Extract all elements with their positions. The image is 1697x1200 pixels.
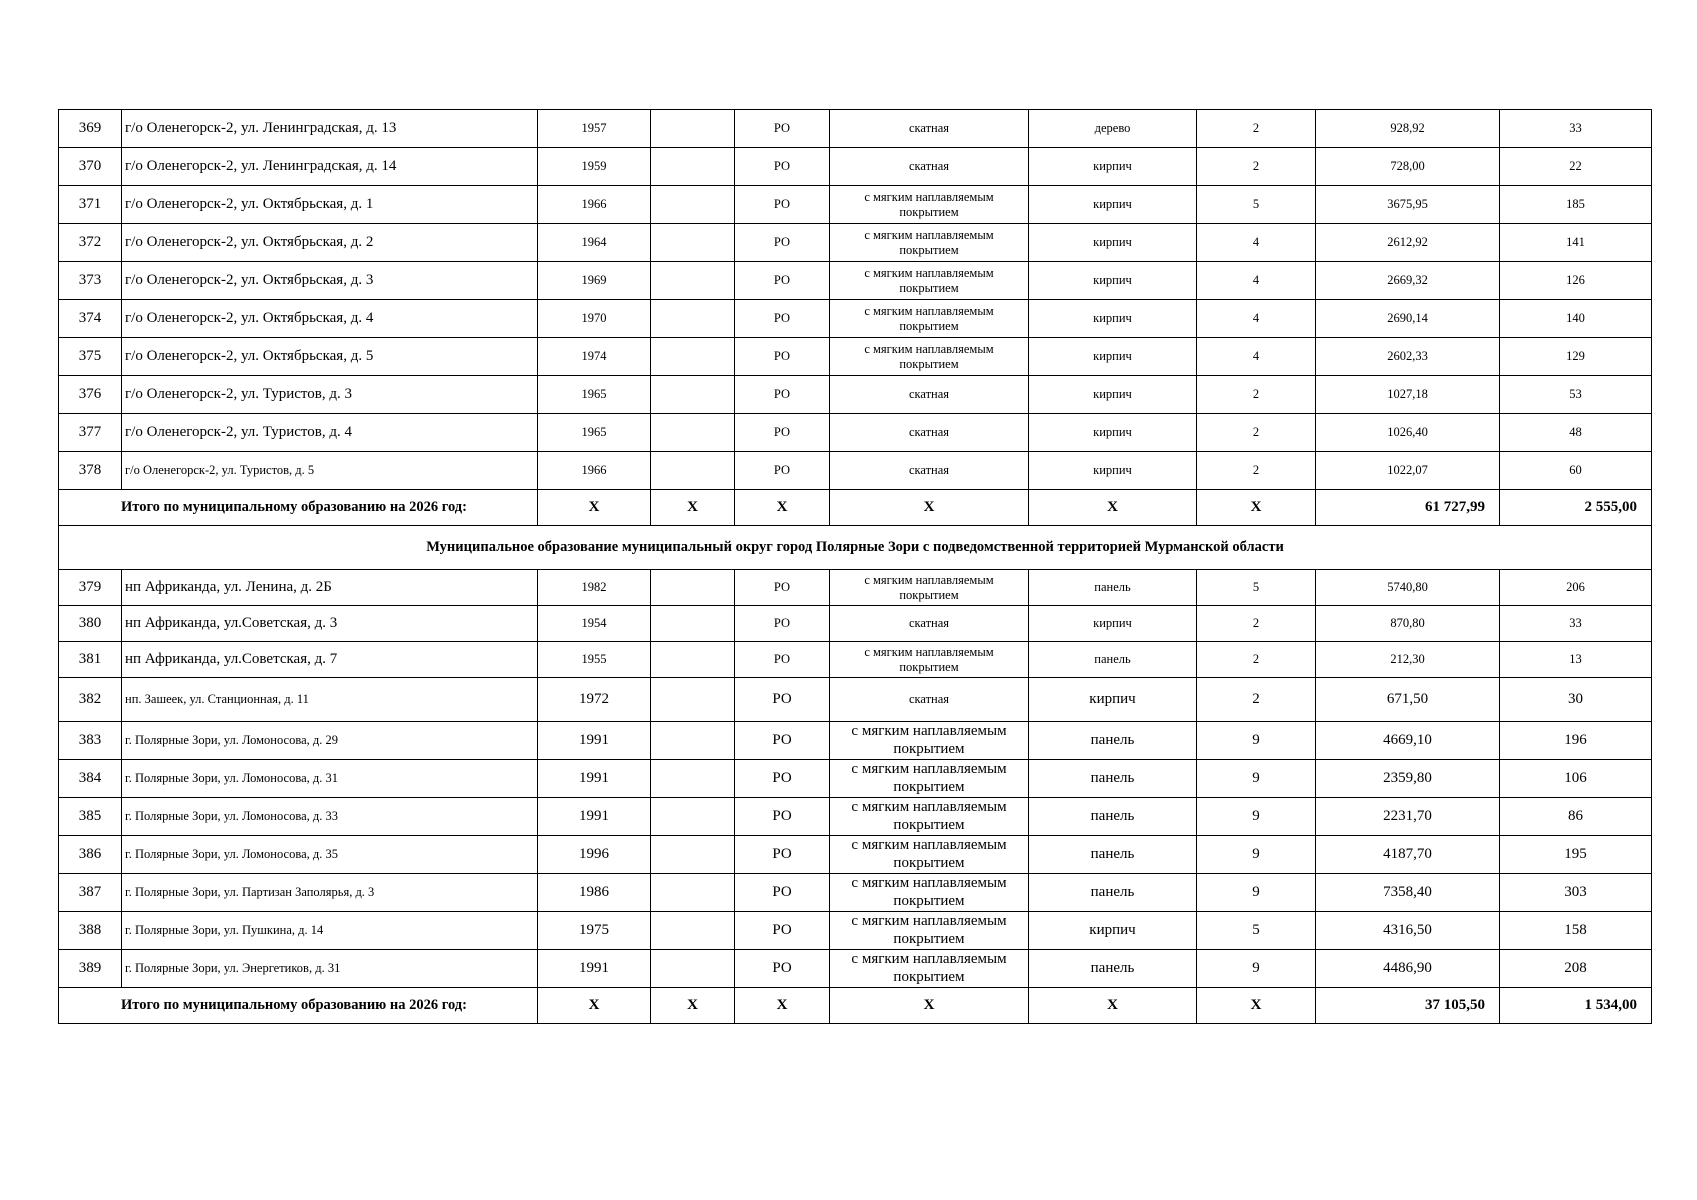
- area-cell: 1026,40: [1316, 414, 1500, 452]
- table-row: [59, 224, 1652, 262]
- roof-type-cell: с мягким наплавляемым покрытием: [830, 570, 1029, 606]
- residents-cell: 303: [1500, 874, 1652, 912]
- year-cell: 1964: [538, 224, 651, 262]
- address-cell: г/о Оленегорск-2, ул. Октябрьская, д. 5: [122, 338, 538, 376]
- total-row: [59, 490, 1652, 526]
- residents-cell: 206: [1500, 570, 1652, 606]
- total-x-cell: X: [651, 490, 735, 526]
- year-cell: 1965: [538, 414, 651, 452]
- floors-cell: 2: [1197, 414, 1316, 452]
- address-cell: г/о Оленегорск-2, ул. Октябрьская, д. 3: [122, 262, 538, 300]
- ownership-cell: РО: [735, 798, 830, 836]
- residents-cell: 158: [1500, 912, 1652, 950]
- total-residents: 1 534,00: [1500, 988, 1652, 1024]
- year-cell: 1969: [538, 262, 651, 300]
- section-title: Муниципальное образование муниципальный округ город Полярные Зори с подведомственной территорией Мурманской области: [59, 526, 1652, 570]
- empty-cell: [651, 338, 735, 376]
- empty-cell: [651, 414, 735, 452]
- total-x-cell: X: [538, 988, 651, 1024]
- address-cell: г/о Оленегорск-2, ул. Туристов, д. 4: [122, 414, 538, 452]
- total-row: [59, 988, 1652, 1024]
- empty-cell: [651, 452, 735, 490]
- floors-cell: 9: [1197, 874, 1316, 912]
- year-cell: 1975: [538, 912, 651, 950]
- residents-cell: 129: [1500, 338, 1652, 376]
- residents-cell: 106: [1500, 760, 1652, 798]
- total-area: 37 105,50: [1316, 988, 1500, 1024]
- total-x-cell: X: [830, 988, 1029, 1024]
- row-number-cell: 373: [59, 262, 122, 300]
- ownership-cell: РО: [735, 110, 830, 148]
- roof-type-cell: скатная: [830, 678, 1029, 722]
- year-cell: 1959: [538, 148, 651, 186]
- row-number-cell: 388: [59, 912, 122, 950]
- address-cell: г/о Оленегорск-2, ул. Октябрьская, д. 4: [122, 300, 538, 338]
- floors-cell: 9: [1197, 950, 1316, 988]
- floors-cell: 2: [1197, 376, 1316, 414]
- ownership-cell: РО: [735, 224, 830, 262]
- total-x-cell: X: [538, 490, 651, 526]
- empty-cell: [651, 376, 735, 414]
- year-cell: 1991: [538, 798, 651, 836]
- ownership-cell: РО: [735, 186, 830, 224]
- roof-type-cell: с мягким наплавляемым покрытием: [830, 950, 1029, 988]
- block2-body: [59, 570, 1652, 988]
- total-x-cell: X: [735, 988, 830, 1024]
- address-cell: г/о Оленегорск-2, ул. Туристов, д. 5: [122, 452, 538, 490]
- address-cell: г. Полярные Зори, ул. Ломоносова, д. 35: [122, 836, 538, 874]
- row-number-cell: 370: [59, 148, 122, 186]
- address-cell: г/о Оленегорск-2, ул. Октябрьская, д. 1: [122, 186, 538, 224]
- roof-type-cell: с мягким наплавляемым покрытием: [830, 300, 1029, 338]
- wall-material-cell: панель: [1029, 642, 1197, 678]
- wall-material-cell: панель: [1029, 836, 1197, 874]
- area-cell: 2359,80: [1316, 760, 1500, 798]
- address-cell: г. Полярные Зори, ул. Пушкина, д. 14: [122, 912, 538, 950]
- wall-material-cell: кирпич: [1029, 414, 1197, 452]
- floors-cell: 2: [1197, 452, 1316, 490]
- residents-cell: 208: [1500, 950, 1652, 988]
- wall-material-cell: кирпич: [1029, 678, 1197, 722]
- year-cell: 1972: [538, 678, 651, 722]
- empty-cell: [651, 300, 735, 338]
- total-residents: 2 555,00: [1500, 490, 1652, 526]
- floors-cell: 5: [1197, 186, 1316, 224]
- empty-cell: [651, 950, 735, 988]
- wall-material-cell: панель: [1029, 722, 1197, 760]
- table-row: [59, 760, 1652, 798]
- area-cell: 728,00: [1316, 148, 1500, 186]
- wall-material-cell: панель: [1029, 950, 1197, 988]
- area-cell: 928,92: [1316, 110, 1500, 148]
- ownership-cell: РО: [735, 300, 830, 338]
- ownership-cell: РО: [735, 642, 830, 678]
- year-cell: 1965: [538, 376, 651, 414]
- row-number-cell: 383: [59, 722, 122, 760]
- floors-cell: 9: [1197, 760, 1316, 798]
- ownership-cell: РО: [735, 722, 830, 760]
- empty-cell: [651, 912, 735, 950]
- wall-material-cell: панель: [1029, 874, 1197, 912]
- ownership-cell: РО: [735, 678, 830, 722]
- area-cell: 4669,10: [1316, 722, 1500, 760]
- table-row: [59, 186, 1652, 224]
- roof-type-cell: скатная: [830, 452, 1029, 490]
- floors-cell: 4: [1197, 300, 1316, 338]
- address-cell: г. Полярные Зори, ул. Партизан Заполярья, д. 3: [122, 874, 538, 912]
- wall-material-cell: кирпич: [1029, 912, 1197, 950]
- ownership-cell: РО: [735, 912, 830, 950]
- floors-cell: 9: [1197, 722, 1316, 760]
- address-cell: г/о Оленегорск-2, ул. Туристов, д. 3: [122, 376, 538, 414]
- area-cell: 2612,92: [1316, 224, 1500, 262]
- area-cell: 4486,90: [1316, 950, 1500, 988]
- total-x-cell: X: [1197, 490, 1316, 526]
- area-cell: 671,50: [1316, 678, 1500, 722]
- empty-cell: [651, 798, 735, 836]
- row-number-cell: 382: [59, 678, 122, 722]
- area-cell: 1027,18: [1316, 376, 1500, 414]
- area-cell: 2669,32: [1316, 262, 1500, 300]
- address-cell: г. Полярные Зори, ул. Ломоносова, д. 29: [122, 722, 538, 760]
- residents-cell: 86: [1500, 798, 1652, 836]
- ownership-cell: РО: [735, 950, 830, 988]
- ownership-cell: РО: [735, 338, 830, 376]
- row-number-cell: 372: [59, 224, 122, 262]
- roof-type-cell: скатная: [830, 606, 1029, 642]
- residents-cell: 53: [1500, 376, 1652, 414]
- residents-cell: 126: [1500, 262, 1652, 300]
- total-x-cell: X: [735, 490, 830, 526]
- residents-cell: 48: [1500, 414, 1652, 452]
- floors-cell: 2: [1197, 642, 1316, 678]
- area-cell: 1022,07: [1316, 452, 1500, 490]
- year-cell: 1996: [538, 836, 651, 874]
- empty-cell: [651, 262, 735, 300]
- wall-material-cell: панель: [1029, 798, 1197, 836]
- residents-cell: 33: [1500, 606, 1652, 642]
- empty-cell: [651, 110, 735, 148]
- roof-type-cell: скатная: [830, 110, 1029, 148]
- area-cell: 3675,95: [1316, 186, 1500, 224]
- year-cell: 1966: [538, 186, 651, 224]
- floors-cell: 2: [1197, 110, 1316, 148]
- table-row: [59, 376, 1652, 414]
- ownership-cell: РО: [735, 874, 830, 912]
- floors-cell: 4: [1197, 262, 1316, 300]
- total1-body: [59, 490, 1652, 570]
- total-x-cell: X: [1029, 988, 1197, 1024]
- section-header-row: [59, 526, 1652, 570]
- year-cell: 1986: [538, 874, 651, 912]
- residents-cell: 140: [1500, 300, 1652, 338]
- residents-cell: 185: [1500, 186, 1652, 224]
- ownership-cell: РО: [735, 452, 830, 490]
- row-number-cell: 380: [59, 606, 122, 642]
- floors-cell: 2: [1197, 678, 1316, 722]
- roof-type-cell: с мягким наплавляемым покрытием: [830, 262, 1029, 300]
- total-x-cell: X: [651, 988, 735, 1024]
- wall-material-cell: панель: [1029, 570, 1197, 606]
- ownership-cell: РО: [735, 570, 830, 606]
- empty-cell: [651, 722, 735, 760]
- table-row: [59, 110, 1652, 148]
- residents-cell: 195: [1500, 836, 1652, 874]
- address-cell: г/о Оленегорск-2, ул. Ленинградская, д. 14: [122, 148, 538, 186]
- wall-material-cell: кирпич: [1029, 338, 1197, 376]
- floors-cell: 9: [1197, 836, 1316, 874]
- table-row: [59, 300, 1652, 338]
- year-cell: 1982: [538, 570, 651, 606]
- area-cell: 2231,70: [1316, 798, 1500, 836]
- address-cell: нп Африканда, ул. Ленина, д. 2Б: [122, 570, 538, 606]
- table-row: [59, 642, 1652, 678]
- table-row: [59, 570, 1652, 606]
- empty-cell: [651, 678, 735, 722]
- empty-cell: [651, 642, 735, 678]
- wall-material-cell: дерево: [1029, 110, 1197, 148]
- wall-material-cell: кирпич: [1029, 262, 1197, 300]
- address-cell: нп Африканда, ул.Советская, д. 3: [122, 606, 538, 642]
- total-label: Итого по муниципальному образованию на 2026 год:: [59, 988, 538, 1024]
- wall-material-cell: кирпич: [1029, 452, 1197, 490]
- roof-type-cell: с мягким наплавляемым покрытием: [830, 642, 1029, 678]
- table-row: [59, 414, 1652, 452]
- ownership-cell: РО: [735, 836, 830, 874]
- area-cell: 2602,33: [1316, 338, 1500, 376]
- year-cell: 1966: [538, 452, 651, 490]
- area-cell: 870,80: [1316, 606, 1500, 642]
- roof-type-cell: с мягким наплавляемым покрытием: [830, 186, 1029, 224]
- floors-cell: 9: [1197, 798, 1316, 836]
- row-number-cell: 379: [59, 570, 122, 606]
- table-row: [59, 950, 1652, 988]
- area-cell: 4187,70: [1316, 836, 1500, 874]
- residents-cell: 30: [1500, 678, 1652, 722]
- ownership-cell: РО: [735, 606, 830, 642]
- floors-cell: 5: [1197, 570, 1316, 606]
- ownership-cell: РО: [735, 376, 830, 414]
- year-cell: 1991: [538, 950, 651, 988]
- empty-cell: [651, 606, 735, 642]
- row-number-cell: 378: [59, 452, 122, 490]
- table-row: [59, 912, 1652, 950]
- row-number-cell: 375: [59, 338, 122, 376]
- residents-cell: 22: [1500, 148, 1652, 186]
- table-row: [59, 722, 1652, 760]
- table-row: [59, 874, 1652, 912]
- residents-cell: 196: [1500, 722, 1652, 760]
- roof-type-cell: с мягким наплавляемым покрытием: [830, 912, 1029, 950]
- residents-cell: 33: [1500, 110, 1652, 148]
- ownership-cell: РО: [735, 414, 830, 452]
- residents-cell: 13: [1500, 642, 1652, 678]
- empty-cell: [651, 224, 735, 262]
- ownership-cell: РО: [735, 760, 830, 798]
- total2-body: [59, 988, 1652, 1024]
- residents-cell: 60: [1500, 452, 1652, 490]
- address-cell: г. Полярные Зори, ул. Энергетиков, д. 31: [122, 950, 538, 988]
- wall-material-cell: кирпич: [1029, 300, 1197, 338]
- ownership-cell: РО: [735, 148, 830, 186]
- row-number-cell: 381: [59, 642, 122, 678]
- wall-material-cell: кирпич: [1029, 376, 1197, 414]
- table-row: [59, 836, 1652, 874]
- row-number-cell: 374: [59, 300, 122, 338]
- year-cell: 1991: [538, 722, 651, 760]
- empty-cell: [651, 836, 735, 874]
- wall-material-cell: кирпич: [1029, 186, 1197, 224]
- row-number-cell: 369: [59, 110, 122, 148]
- address-cell: г. Полярные Зори, ул. Ломоносова, д. 31: [122, 760, 538, 798]
- floors-cell: 2: [1197, 606, 1316, 642]
- row-number-cell: 386: [59, 836, 122, 874]
- total-area: 61 727,99: [1316, 490, 1500, 526]
- row-number-cell: 377: [59, 414, 122, 452]
- address-cell: нп Африканда, ул.Советская, д. 7: [122, 642, 538, 678]
- roof-type-cell: с мягким наплавляемым покрытием: [830, 836, 1029, 874]
- floors-cell: 2: [1197, 148, 1316, 186]
- roof-type-cell: скатная: [830, 414, 1029, 452]
- area-cell: 212,30: [1316, 642, 1500, 678]
- row-number-cell: 387: [59, 874, 122, 912]
- year-cell: 1955: [538, 642, 651, 678]
- row-number-cell: 384: [59, 760, 122, 798]
- table-row: [59, 262, 1652, 300]
- wall-material-cell: кирпич: [1029, 224, 1197, 262]
- table-row: [59, 148, 1652, 186]
- address-cell: нп. Зашеек, ул. Станционная, д. 11: [122, 678, 538, 722]
- roof-type-cell: с мягким наплавляемым покрытием: [830, 874, 1029, 912]
- address-cell: г/о Оленегорск-2, ул. Ленинградская, д. 13: [122, 110, 538, 148]
- wall-material-cell: кирпич: [1029, 606, 1197, 642]
- floors-cell: 4: [1197, 224, 1316, 262]
- roof-type-cell: с мягким наплавляемым покрытием: [830, 224, 1029, 262]
- area-cell: 5740,80: [1316, 570, 1500, 606]
- housing-table: [58, 109, 1652, 1024]
- table-row: [59, 798, 1652, 836]
- roof-type-cell: скатная: [830, 376, 1029, 414]
- table-row: [59, 606, 1652, 642]
- total-label: Итого по муниципальному образованию на 2026 год:: [59, 490, 538, 526]
- roof-type-cell: с мягким наплавляемым покрытием: [830, 338, 1029, 376]
- block1-body: [59, 110, 1652, 490]
- row-number-cell: 385: [59, 798, 122, 836]
- area-cell: 7358,40: [1316, 874, 1500, 912]
- total-x-cell: X: [830, 490, 1029, 526]
- year-cell: 1991: [538, 760, 651, 798]
- empty-cell: [651, 148, 735, 186]
- table-row: [59, 678, 1652, 722]
- total-x-cell: X: [1197, 988, 1316, 1024]
- table-row: [59, 452, 1652, 490]
- year-cell: 1974: [538, 338, 651, 376]
- row-number-cell: 376: [59, 376, 122, 414]
- row-number-cell: 389: [59, 950, 122, 988]
- roof-type-cell: с мягким наплавляемым покрытием: [830, 760, 1029, 798]
- wall-material-cell: кирпич: [1029, 148, 1197, 186]
- area-cell: 2690,14: [1316, 300, 1500, 338]
- address-cell: г. Полярные Зори, ул. Ломоносова, д. 33: [122, 798, 538, 836]
- table-row: [59, 338, 1652, 376]
- wall-material-cell: панель: [1029, 760, 1197, 798]
- roof-type-cell: с мягким наплавляемым покрытием: [830, 722, 1029, 760]
- roof-type-cell: скатная: [830, 148, 1029, 186]
- empty-cell: [651, 186, 735, 224]
- area-cell: 4316,50: [1316, 912, 1500, 950]
- floors-cell: 5: [1197, 912, 1316, 950]
- row-number-cell: 371: [59, 186, 122, 224]
- year-cell: 1970: [538, 300, 651, 338]
- residents-cell: 141: [1500, 224, 1652, 262]
- floors-cell: 4: [1197, 338, 1316, 376]
- year-cell: 1957: [538, 110, 651, 148]
- year-cell: 1954: [538, 606, 651, 642]
- address-cell: г/о Оленегорск-2, ул. Октябрьская, д. 2: [122, 224, 538, 262]
- empty-cell: [651, 874, 735, 912]
- roof-type-cell: с мягким наплавляемым покрытием: [830, 798, 1029, 836]
- ownership-cell: РО: [735, 262, 830, 300]
- empty-cell: [651, 570, 735, 606]
- total-x-cell: X: [1029, 490, 1197, 526]
- empty-cell: [651, 760, 735, 798]
